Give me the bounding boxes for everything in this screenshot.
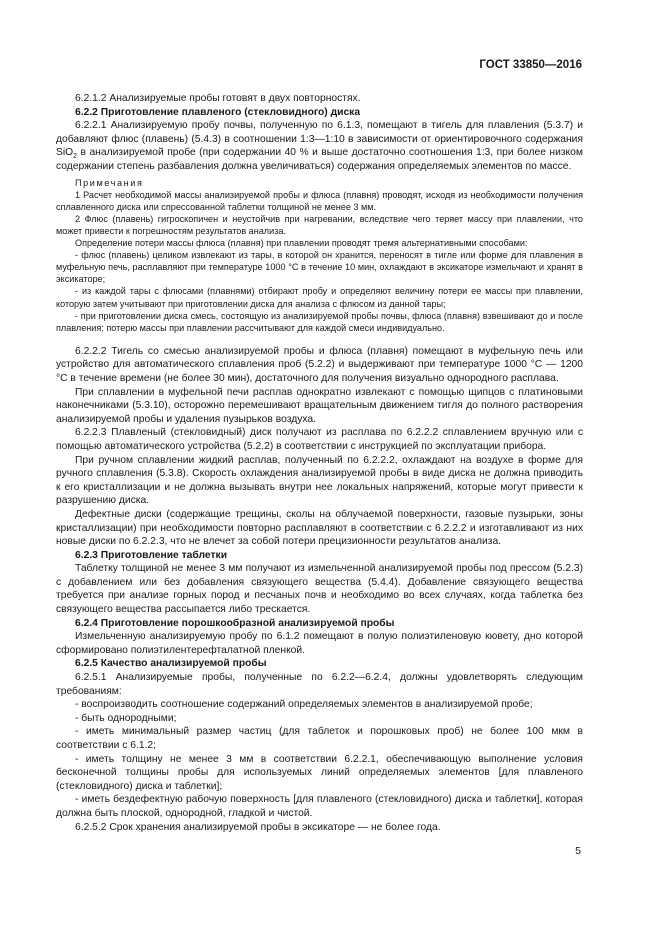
paragraph: 6.2.2.3 Плавленый (стекловидный) диск получают из расплава по 6.2.2.2 сплавлением вручную или с помощью автоматического устройства (5.2.2) в соответствии с инструкцией по эксплуатации прибора. [56, 427, 583, 452]
paragraph: 6.2.2.2 Тигель со смесью анализируемой пробы и флюса (плавня) помещают в муфельную печь или устройство для автоматического сплавления проб (5.2.2) и выдерживают при температуре 1000 °С — 1200 °С в течение времени (не более 30 мин), достаточного для получения визуально однородного расплава. [56, 345, 583, 384]
document-header: ГОСТ 33850—2016 [479, 59, 582, 71]
paragraph: 6.2.5.1 Анализируемые пробы, полученные по 6.2.2—6.2.4, должны удовлетворять следующим требованиям: [56, 672, 583, 697]
note-item: - флюс (плавень) целиком извлекают из тары, в которой он хранится, переносят в тигле или форме для плавления в муфельную печь, расплавляют при температуре 1000 °С в течение 10 мин, охлаждают в эксикаторе измельчают и хранят в эксикаторе; [56, 250, 583, 285]
note-item: Определение потери массы флюса (плавня) при плавлении проводят тремя альтернативными способами: [75, 238, 528, 249]
list-item: - быть однородными; [75, 712, 177, 724]
section-heading: 6.2.4 Приготовление порошкообразной анализируемой пробы [75, 617, 395, 629]
note-item: - при приготовлении диска смесь, состоящую из анализируемой пробы почвы, флюса (плавня) взвешивают до и после плавления; потерю массы при плавлении рассчитывают для каждой смеси индивидуально. [56, 310, 583, 333]
paragraph: 6.2.5.2 Срок хранения анализируемой пробы в эксикаторе — не более года. [75, 821, 441, 833]
notes-title: Примечания [75, 177, 144, 188]
note-item: 1 Расчет необходимой массы анализируемой пробы и флюса (плавня) проводят, исходя из необходимости получения сплавленного диска или спрессованной таблетки толщиной не менее 3 мм. [56, 189, 583, 212]
subscript: 2 [73, 153, 78, 161]
section-heading: 6.2.3 Приготовление таблетки [75, 549, 228, 561]
paragraph: Измельченную анализируемую пробу по 6.1.2 помещают в полую полиэтиленовую кювету, дно которой сформировано полиэтилентерефталатной пленкой. [56, 631, 583, 656]
section-heading: 6.2.2 Приготовление плавленого (стекловидного) диска [75, 106, 361, 118]
paragraph-text: в анализируемой пробе (при содержании 40 % и выше достаточно соотношения 1:3, при более низком содержании степень разбавления должна увеличиваться) содержания определяемых элементов по массе. [56, 147, 583, 172]
paragraph-text: 6.2.2.1 Анализируемую пробу почвы, полученную по 6.1.3, помещают в тигель для плавления (5.3.7) и добавляют флюс (плавень) (5.4.3) в соотношении 1:3—1:10 в зависимости от ориентировочного содержания SiO [56, 120, 583, 159]
list-item: - иметь минимальный размер частиц (для таблеток и порошковых проб) не более 100 мкм в соответствии с 6.1.2; [56, 726, 583, 751]
note-item: 2 Флюс (плавень) гигроскопичен и неустойчив при нагревании, вследствие чего теряет массу при плавлении, что может привести к погрешностям результатов анализа. [56, 213, 583, 236]
paragraph: Дефектные диски (содержащие трещины, сколы на облучаемой поверхности, газовые пузырьки, зоны кристаллизации) при необходимости повторно расплавляют в соответствии с 6.2.2.2 и изготавливают из них новые диски по 6.2.2.3, что не влечет за собой потери прецизионности результатов анализа. [56, 508, 583, 548]
list-item: - иметь бездефектную рабочую поверхность [для плавленого (стекловидного) диска и таблетки], которая должна быть плоской, однородной, гладкой и чистой. [56, 794, 583, 819]
page-number: 5 [575, 845, 581, 857]
section-heading: 6.2.5 Качество анализируемой пробы [75, 658, 267, 670]
list-item: - иметь толщину не менее 3 мм в соответствии 6.2.2.1, обеспечивающую выполнение условия бесконечной толщины пробы для используемых линий определяемых элементов [для плавленого (стекловидного) диска и таблетки]; [56, 753, 583, 792]
paragraph: 6.2.1.2 Анализируемые пробы готовят в двух повторностях. [75, 93, 361, 104]
note-item: - из каждой тары с флюсами (плавнями) отбирают пробу и определяют величину потери ее массы при плавлении, которую затем учитывают при приготовлении диска для анализа с флюсом из данной тары; [56, 286, 583, 309]
paragraph: Таблетку толщиной не менее 3 мм получают из измельченной анализируемой пробы под прессом (5.2.3) с добавлением или без добавления связующего вещества (5.4.4). Добавление связующего вещества требуется при анализе горных пород и песчаных почв и необходимо во всех случаях, когда таблетка без связующего вещества рассыпается либо трескается. [56, 563, 583, 616]
paragraph: При ручном сплавлении жидкий расплав, полученный по 6.2.2.2, охлаждают на воздухе в форме для ручного сплавления (5.3.8). Скорость охлаждения анализируемой пробы в виде диска не должна приводить к его кристаллизации и не должна вызывать внутри нее локальных напряжений, которые могут привести к разрушению диска. [56, 454, 583, 507]
notes-block [56, 177, 583, 334]
paragraph: При сплавлении в муфельной печи расплав однократно извлекают с помощью щипцов с платиновыми наконечниками (5.3.10), осторожно перемешивают вращательным движением тигля до полного растворения анализируемой пробы и удаления пузырьков воздуха. [56, 386, 583, 425]
page-content [56, 92, 583, 834]
paragraph [56, 119, 583, 173]
list-item: - воспроизводить соотношение содержаний определяемых элементов в анализируемой пробе; [75, 699, 533, 711]
